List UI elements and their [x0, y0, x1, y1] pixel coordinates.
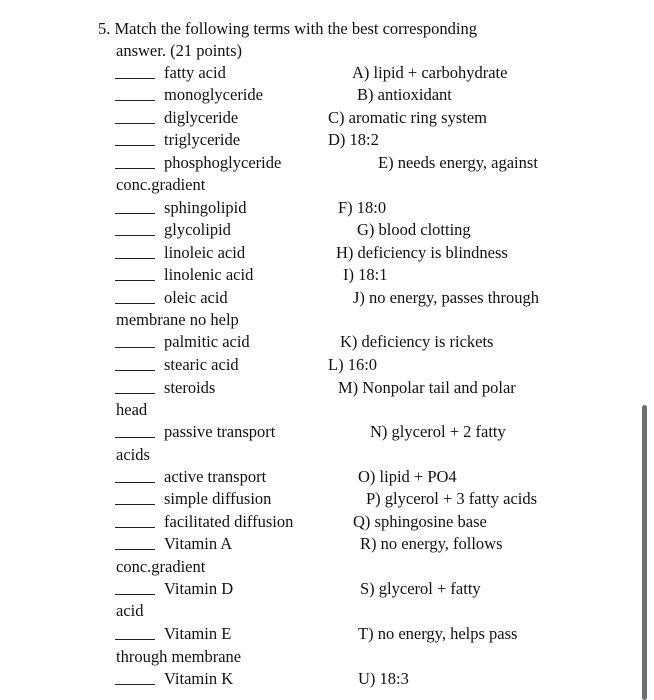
answer-option: N) glycerol + 2 fatty	[370, 422, 506, 441]
term-label: oleic acid	[164, 288, 228, 307]
answer-blank[interactable]	[115, 145, 155, 146]
answer-blank[interactable]	[115, 504, 155, 505]
term-label: Vitamin D	[164, 579, 234, 598]
answer-option: K) deficiency is rickets	[340, 332, 494, 351]
answer-option: F) 18:0	[338, 198, 387, 217]
answer-option: C) aromatic ring system	[328, 108, 488, 127]
term-label: glycolipid	[164, 220, 231, 239]
answer-option: O) lipid + PO4	[358, 467, 457, 486]
answer-option: R) no energy, follows	[360, 534, 503, 553]
term-label: simple diffusion	[164, 489, 272, 508]
term-label: Vitamin A	[164, 534, 233, 553]
wrapped-answer-text: acid	[116, 601, 144, 620]
answer-option: B) antioxidant	[357, 85, 452, 104]
answer-option: M) Nonpolar tail and polar	[338, 378, 516, 397]
answer-option: A) lipid + carbohydrate	[352, 63, 508, 82]
answer-blank[interactable]	[115, 347, 155, 348]
question-title: 5. Match the following terms with the best corresponding	[98, 19, 477, 38]
answer-option: E) needs energy, against	[378, 153, 538, 172]
answer-option: U) 18:3	[358, 669, 409, 688]
wrapped-answer-text: acids	[116, 445, 150, 464]
answer-blank[interactable]	[115, 639, 155, 640]
term-label: facilitated diffusion	[164, 512, 294, 531]
term-label: fatty acid	[164, 63, 226, 82]
question-title-continued: answer. (21 points)	[116, 41, 243, 60]
wrapped-answer-text: conc.gradient	[116, 175, 206, 194]
wrapped-answer-text: head	[116, 400, 148, 419]
term-label: diglyceride	[164, 108, 239, 127]
answer-option: P) glycerol + 3 fatty acids	[366, 489, 538, 508]
term-label: linoleic acid	[164, 243, 246, 262]
answer-blank[interactable]	[115, 437, 155, 438]
answer-blank[interactable]	[115, 78, 155, 79]
answer-blank[interactable]	[115, 213, 155, 214]
term-label: Vitamin K	[164, 669, 234, 688]
answer-option: H) deficiency is blindness	[336, 243, 508, 262]
term-label: Vitamin E	[164, 624, 232, 643]
answer-option: I) 18:1	[343, 265, 388, 284]
answer-option: S) glycerol + fatty	[360, 579, 481, 598]
answer-option: L) 16:0	[328, 355, 378, 374]
answer-blank[interactable]	[115, 594, 155, 595]
term-label: steroids	[164, 378, 216, 397]
answer-blank[interactable]	[115, 303, 155, 304]
answer-blank[interactable]	[115, 482, 155, 483]
answer-option: J) no energy, passes through	[353, 288, 540, 307]
term-label: stearic acid	[164, 355, 239, 374]
answer-blank[interactable]	[115, 168, 155, 169]
answer-blank[interactable]	[115, 123, 155, 124]
wrapped-answer-text: through membrane	[116, 647, 242, 666]
scrollbar[interactable]	[642, 405, 647, 700]
term-label: passive transport	[164, 422, 276, 441]
wrapped-answer-text: conc.gradient	[116, 557, 206, 576]
answer-blank[interactable]	[115, 100, 155, 101]
term-label: linolenic acid	[164, 265, 254, 284]
answer-blank[interactable]	[115, 258, 155, 259]
answer-option: G) blood clotting	[357, 220, 471, 239]
answer-blank[interactable]	[115, 549, 155, 550]
term-label: triglyceride	[164, 130, 241, 149]
term-label: active transport	[164, 467, 267, 486]
answer-blank[interactable]	[115, 280, 155, 281]
wrapped-answer-text: membrane no help	[116, 310, 239, 329]
answer-blank[interactable]	[115, 393, 155, 394]
answer-option: T) no energy, helps pass	[358, 624, 518, 643]
term-label: monoglyceride	[164, 85, 263, 104]
term-label: palmitic acid	[164, 332, 250, 351]
answer-blank[interactable]	[115, 370, 155, 371]
answer-blank[interactable]	[115, 235, 155, 236]
answer-blank[interactable]	[115, 684, 155, 685]
term-label: phosphoglyceride	[164, 153, 282, 172]
answer-option: Q) sphingosine base	[353, 512, 487, 531]
answer-option: D) 18:2	[328, 130, 379, 149]
term-label: sphingolipid	[164, 198, 247, 217]
answer-blank[interactable]	[115, 527, 155, 528]
